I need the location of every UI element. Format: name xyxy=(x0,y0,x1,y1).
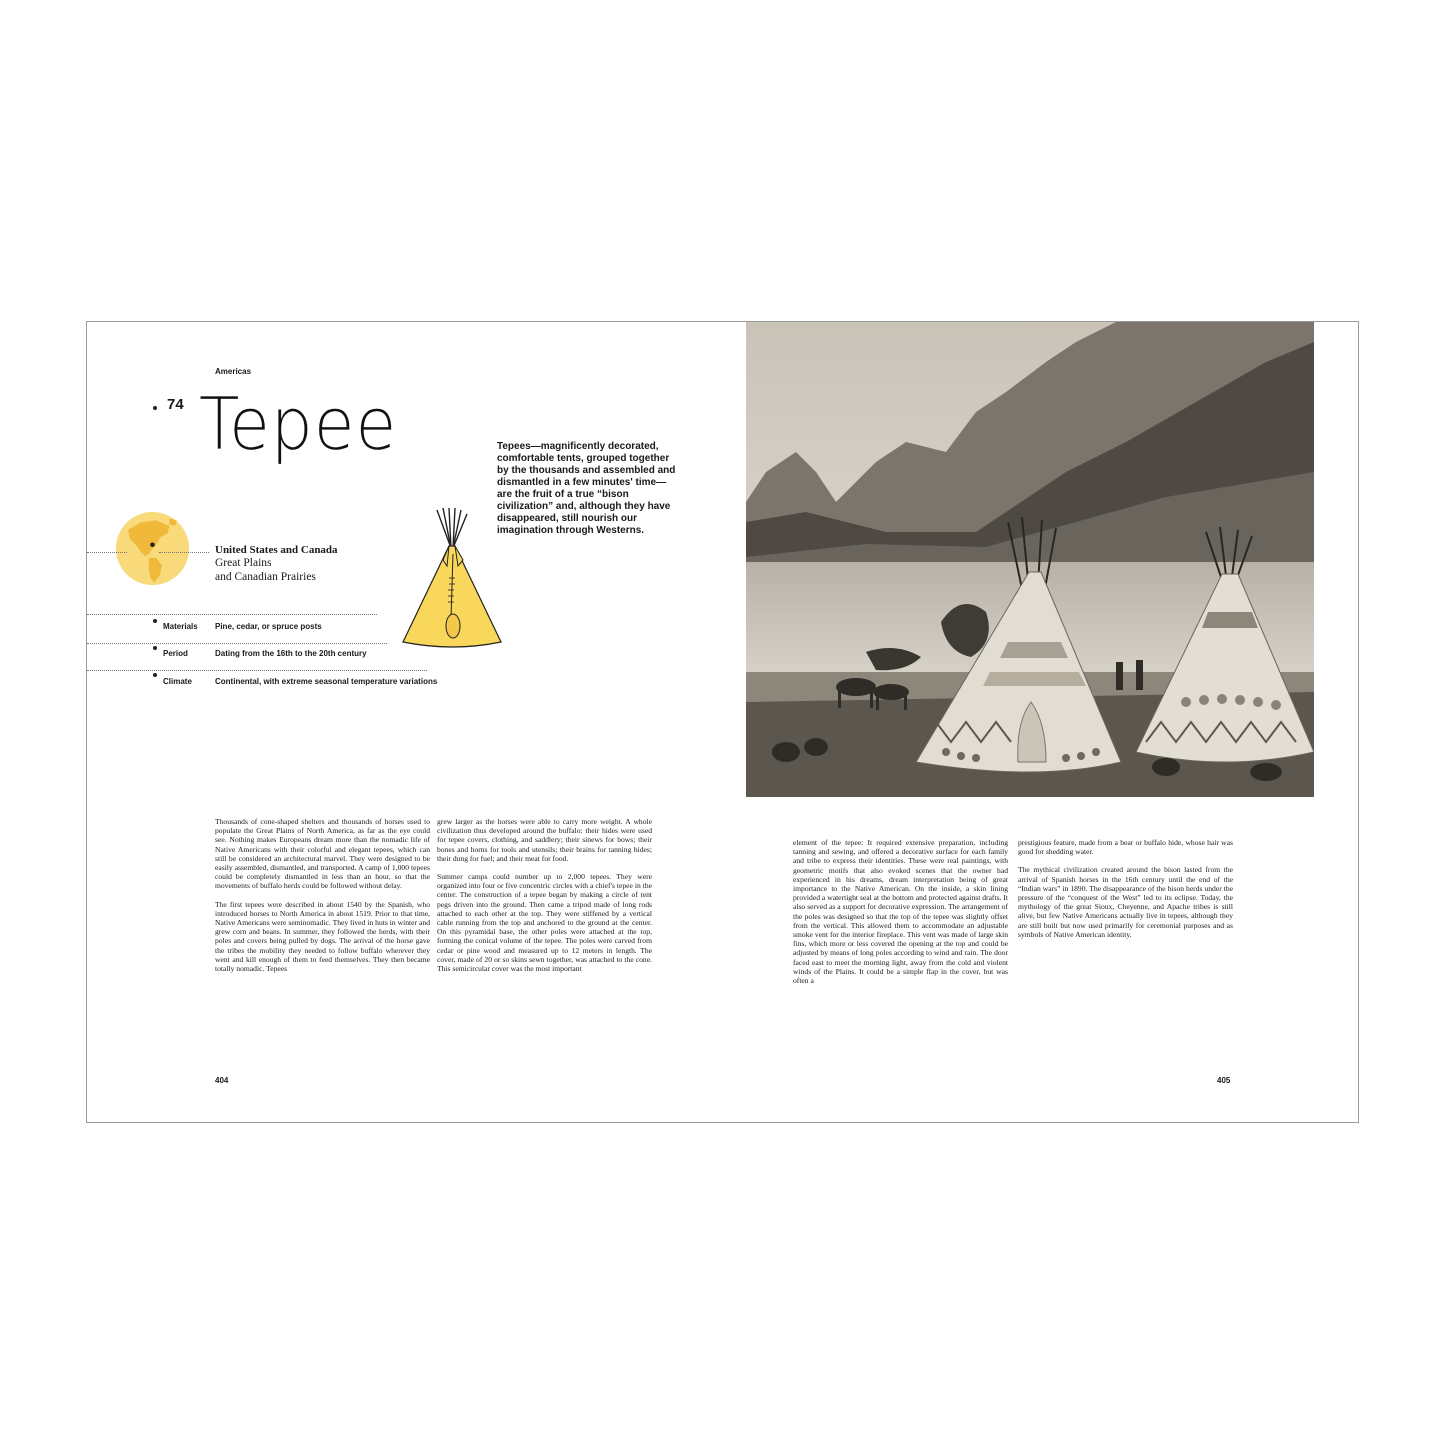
spec-label-period: Period xyxy=(163,649,188,658)
paragraph: prestigious feature, made from a bear or buffalo hide, whose hair was good for shedding water. xyxy=(1018,838,1233,857)
location-region-line2: and Canadian Prairies xyxy=(215,571,316,583)
paragraph: The first tepees were described in about 1540 by the Spanish, who introduced horses to North America in about 1519. Prior to that time, Native Americans were seminomadic. They lived in huts in winter and grew corn and beans. In summer, they followed the herds, with their poles and covers being pulled by dogs. The arrival of the horse gave the tribes the mobility they needed to follow buffalo wherever they went and kill enough of them to feed themselves. They then became totally nomadic. Tepees xyxy=(215,899,430,974)
body-column-4 xyxy=(1018,838,1233,948)
paragraph: Summer camps could number up to 2,000 tepees. They were organized into four or five concentric circles with a chief's tepee in the center. The construction of a tepee began by making a circle of tent pegs driven into the ground. Then came a tripod made of long rods attached to each other at the top. They were stiffened by a vertical cable running from the top and anchored to the ground at the center. On this pyramidal base, the other poles were attached at the top, forming the conical volume of the tepee. The poles were carved from cedar or pine wood and measured up to 12 meters in length. The cover, made of 20 or so skins sewn together, was attached to the cone. This semicircular cover was the most important xyxy=(437,872,652,974)
globe-map-icon xyxy=(115,511,190,586)
page-number-right: 405 xyxy=(1217,1076,1231,1085)
spec-divider xyxy=(87,643,387,644)
paragraph: Thousands of cone-shaped shelters and thousands of horses used to populate the Great Plains of North America, as far as the eye could see. Nothing makes Europeans dream more than the nomadic life of Native Americans with their colorful and elegant tepees, which can still be considered an architectural marvel. They were designed to be easily assembled, dismantled, and transported. A camp of 1,000 tepees could be completely dismantled in less than an hour, so that the movements of buffalo herds could be followed without delay. xyxy=(215,817,430,891)
spec-label-climate: Climate xyxy=(163,677,192,686)
tepee-illustration-icon xyxy=(393,508,513,653)
page-number-left: 404 xyxy=(215,1076,229,1085)
spec-divider xyxy=(87,614,377,615)
spec-bullet xyxy=(153,673,157,677)
body-column-2 xyxy=(437,817,652,982)
spec-bullet xyxy=(153,619,157,623)
entry-number: 74 xyxy=(167,396,184,413)
page-title: Tepee xyxy=(199,382,398,466)
spec-label-materials: Materials xyxy=(163,622,198,631)
section-label: Americas xyxy=(215,367,252,376)
body-column-3 xyxy=(793,838,1008,994)
paragraph: grew larger as the horses were able to carry more weight. A whole civilization thus developed around the buffalo: their hides were used for tepee covers, clothing, and saddlery; their sinews for bows; their bones and horns for tools and utensils; their brains for tanning hides; their dung for fuel; and their meat for food. xyxy=(437,817,652,863)
spec-value-period: Dating from the 16th to the 20th century xyxy=(215,649,367,658)
spec-divider xyxy=(87,670,427,671)
spec-value-materials: Pine, cedar, or spruce posts xyxy=(215,622,322,631)
spec-bullet xyxy=(153,646,157,650)
globe-leader-line xyxy=(87,552,127,553)
spec-value-climate: Continental, with extreme seasonal temperature variations xyxy=(215,677,438,686)
body-column-1 xyxy=(215,817,430,982)
lede-paragraph: Tepees—magnificently decorated, comfortable tents, grouped together by the thousands and assembled and dismantled in a few minutes' time—are the fruit of a true “bison civilization” and, although they have disappeared, still nourish our imagination through Westerns. xyxy=(497,441,676,536)
location-leader-line xyxy=(159,552,209,553)
paragraph: element of the tepee: It required extensive preparation, including tanning and sewing, and offered a decorative surface for each family and tribe to express their identities. These were real paintings, with geometric motifs that also evoked scenes that the owner had experienced in his dreams, dream interpretation being of great importance to the Native American. On the inside, a skin lining provided a watertight seal at the bottom and protected against drafts. It also served as a support for decorative expression. The arrangement of the poles was designed so that the top of the tepee was slightly offset from the vertical. This allowed them to accommodate an adjustable smoke vent for the interior fireplace. This vent was made of large skin fins, which more or less covered the opening at the top and could be adjusted by means of long poles according to wind and rain. The door faced east to meet the morning light, away from the cold and violent winds of the Plains. It could be a simple flap in the cover, but was often a xyxy=(793,838,1008,986)
location-region-line1: Great Plains xyxy=(215,557,272,569)
book-spread xyxy=(86,321,1359,1123)
entry-bullet xyxy=(153,406,157,410)
location-country: United States and Canada xyxy=(215,544,338,556)
paragraph: The mythical civilization created around the bison lasted from the arrival of Spanish horses in the 16th century until the end of the “Indian wars” in 1890. The disappearance of the bison herds under the pressure of the “conquest of the West” led to its eclipse. Today, the mythology of the great Sioux, Cheyenne, and Apache tribes is still alive, but few Native Americans actually live in tepees, although they are still built but now used primarily for ceremonial purposes and as symbols of Native American identity. xyxy=(1018,865,1233,939)
tepee-photograph-icon xyxy=(746,322,1314,797)
